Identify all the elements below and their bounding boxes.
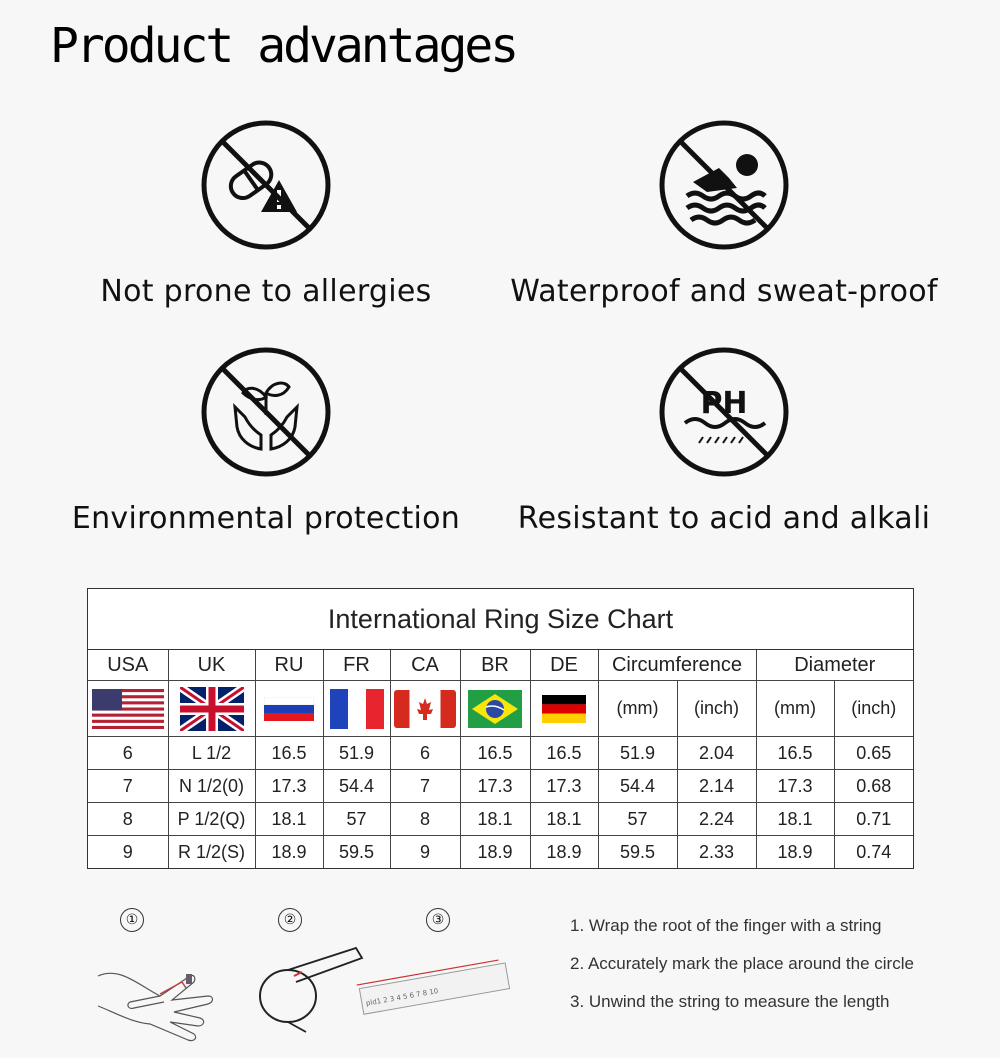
table-cell: 51.9 <box>598 737 677 770</box>
table-cell: P 1/2(Q) <box>168 803 255 836</box>
table-cell: 2.33 <box>677 836 756 869</box>
eco-hands-plant-icon <box>199 345 333 479</box>
no-allergy-icon <box>199 118 333 252</box>
table-cell: 18.1 <box>460 803 530 836</box>
step-number-1: ① <box>120 908 144 932</box>
ruler-icon <box>352 946 512 1026</box>
step-number-2: ② <box>278 908 302 932</box>
table-cell: 18.1 <box>756 803 834 836</box>
russia-flag-icon <box>264 697 314 721</box>
ruler-scale-text: pld1 2 3 4 5 6 7 8 10 <box>365 987 439 1008</box>
france-flag-icon <box>330 689 384 729</box>
germany-flag-icon <box>542 695 586 723</box>
col-header-usa: USA <box>88 650 168 681</box>
feature-label: Not prone to allergies <box>100 274 432 309</box>
france-flag-cell <box>323 681 390 737</box>
table-cell: 16.5 <box>530 737 598 770</box>
table-cell: 17.3 <box>756 770 834 803</box>
russia-flag-cell <box>255 681 323 737</box>
measuring-instructions <box>570 912 990 1026</box>
page-title: Product advantages <box>50 18 517 74</box>
table-cell: 0.74 <box>834 836 913 869</box>
uk-flag-icon <box>180 687 244 731</box>
table-cell: 57 <box>323 803 390 836</box>
table-cell: 59.5 <box>323 836 390 869</box>
size-table-header-row <box>88 650 913 681</box>
table-cell: 17.3 <box>460 770 530 803</box>
instruction-step-1: 1. Wrap the root of the finger with a string <box>570 916 882 935</box>
col-header-br: BR <box>460 650 530 681</box>
feature-label: Waterproof and sweat-proof <box>510 274 938 309</box>
table-cell: 9 <box>88 836 168 869</box>
table-cell: 18.1 <box>255 803 323 836</box>
table-cell: 6 <box>390 737 460 770</box>
size-table <box>88 650 913 868</box>
table-cell: 16.5 <box>255 737 323 770</box>
table-cell: 18.9 <box>530 836 598 869</box>
table-cell: 2.14 <box>677 770 756 803</box>
table-cell: 16.5 <box>756 737 834 770</box>
table-cell: 7 <box>390 770 460 803</box>
col-header-de: DE <box>530 650 598 681</box>
table-cell: 16.5 <box>460 737 530 770</box>
canada-flag-icon <box>394 690 456 728</box>
table-cell: 8 <box>88 803 168 836</box>
svg-text:PH: PH <box>700 386 748 421</box>
feature-label: Environmental protection <box>71 501 461 536</box>
col-header-ca: CA <box>390 650 460 681</box>
table-cell: 0.65 <box>834 737 913 770</box>
feature-acid-alkali-resistant <box>494 345 954 536</box>
table-cell: 59.5 <box>598 836 677 869</box>
ph-resistant-icon <box>657 345 791 479</box>
step-number-3: ③ <box>426 908 450 932</box>
table-cell: 54.4 <box>323 770 390 803</box>
table-cell: 17.3 <box>530 770 598 803</box>
table-cell: 2.24 <box>677 803 756 836</box>
table-cell: 18.1 <box>530 803 598 836</box>
table-row <box>88 836 913 869</box>
table-cell: 0.68 <box>834 770 913 803</box>
feature-environmental-protection <box>36 345 496 536</box>
feature-waterproof <box>494 118 954 309</box>
size-chart-title: International Ring Size Chart <box>88 589 913 650</box>
waterproof-swimmer-icon <box>657 118 791 252</box>
unit-diameter-inch: (inch) <box>834 681 913 737</box>
measuring-steps-illustration <box>90 906 530 1046</box>
feature-not-prone-to-allergies <box>36 118 496 309</box>
uk-flag-cell <box>168 681 255 737</box>
brazil-flag-icon <box>468 690 522 728</box>
us-flag-cell <box>88 681 168 737</box>
table-cell: 54.4 <box>598 770 677 803</box>
col-header-fr: FR <box>323 650 390 681</box>
table-cell: N 1/2(0) <box>168 770 255 803</box>
instruction-step-3: 3. Unwind the string to measure the length <box>570 992 890 1011</box>
instruction-step-2: 2. Accurately mark the place around the circle <box>570 954 914 973</box>
ring-size-chart <box>87 588 914 869</box>
table-cell: 8 <box>390 803 460 836</box>
table-row <box>88 803 913 836</box>
feature-label: Resistant to acid and alkali <box>517 501 931 536</box>
size-table-flag-row <box>88 681 913 737</box>
unit-circumference-mm: (mm) <box>598 681 677 737</box>
table-cell: 51.9 <box>323 737 390 770</box>
col-header-ru: RU <box>255 650 323 681</box>
table-cell: 18.9 <box>255 836 323 869</box>
unit-diameter-mm: (mm) <box>756 681 834 737</box>
col-header-diameter: Diameter <box>756 650 913 681</box>
canada-flag-cell <box>390 681 460 737</box>
table-row <box>88 737 913 770</box>
table-cell: 18.9 <box>460 836 530 869</box>
table-cell: 18.9 <box>756 836 834 869</box>
table-cell: 17.3 <box>255 770 323 803</box>
table-row <box>88 770 913 803</box>
table-cell: 6 <box>88 737 168 770</box>
us-flag-icon <box>92 689 164 729</box>
col-header-uk: UK <box>168 650 255 681</box>
germany-flag-cell <box>530 681 598 737</box>
table-cell: 7 <box>88 770 168 803</box>
table-cell: 57 <box>598 803 677 836</box>
unit-circumference-inch: (inch) <box>677 681 756 737</box>
table-cell: 0.71 <box>834 803 913 836</box>
brazil-flag-cell <box>460 681 530 737</box>
table-cell: R 1/2(S) <box>168 836 255 869</box>
table-cell: L 1/2 <box>168 737 255 770</box>
table-cell: 2.04 <box>677 737 756 770</box>
col-header-circumference: Circumference <box>598 650 756 681</box>
hand-wrap-finger-icon <box>90 936 240 1046</box>
table-cell: 9 <box>390 836 460 869</box>
